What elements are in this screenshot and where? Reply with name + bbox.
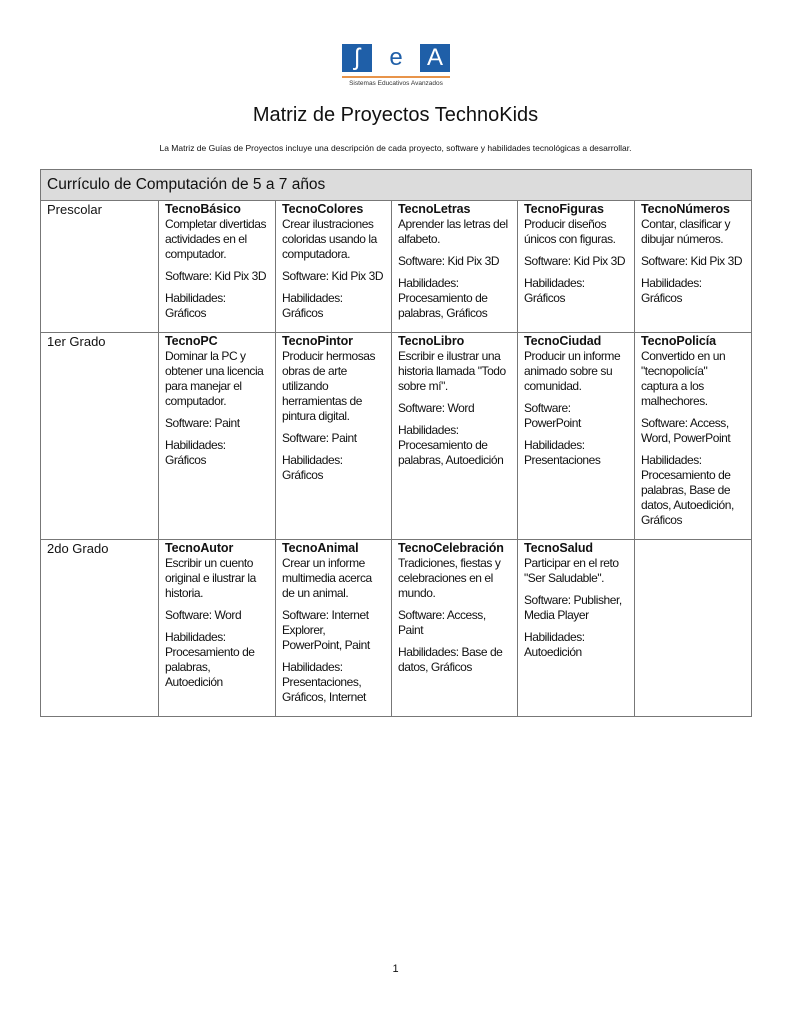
logo-tagline: Sistemas Educativos Avanzados [349,80,443,87]
project-description: Dominar la PC y obtener una licencia para manejar el computador. [165,349,264,408]
project-description: Producir un informe animado sobre su comunidad. [524,349,621,393]
project-skills: Habilidades: Procesamiento de palabras, Base de datos, Autoedición, Gráficos [641,453,734,527]
project-software: Software: Publisher, Media Player [524,593,622,622]
logo-letter-a: A [420,44,450,72]
table-row [41,201,752,333]
project-cell [392,201,518,333]
project-skills: Habilidades: Gráficos [641,276,702,305]
project-software: Software: PowerPoint [524,401,581,430]
project-cell [518,201,635,333]
project-cell [635,333,752,540]
project-cell [518,540,635,717]
project-software: Software: Kid Pix 3D [641,254,743,268]
project-skills: Habilidades: Procesamiento de palabras, Autoedición [398,423,504,467]
project-description: Producir diseños únicos con figuras. [524,217,616,246]
curriculum-header: Currículo de Computación de 5 a 7 años [41,170,752,201]
project-skills: Habilidades: Base de datos, Gráficos [398,645,503,674]
logo-letter-s: ʃ [342,44,372,72]
project-software: Software: Access, Word, PowerPoint [641,416,731,445]
project-cell [276,201,392,333]
project-cell [159,333,276,540]
project-software: Software: Access, Paint [398,608,486,637]
project-title: TecnoNúmeros [641,202,730,216]
project-title: TecnoBásico [165,202,241,216]
project-description: Crear ilustraciones coloridas usando la computadora. [282,217,377,261]
project-skills: Habilidades: Autoedición [524,630,585,659]
project-skills: Habilidades: Gráficos [282,291,343,320]
project-description: Tradiciones, fiestas y celebraciones en el mundo. [398,556,501,600]
project-software: Software: Kid Pix 3D [165,269,267,283]
project-software: Software: Kid Pix 3D [282,269,384,283]
project-title: TecnoAutor [165,541,234,555]
project-description: Crear un informe multimedia acerca de un animal. [282,556,372,600]
project-description: Escribir e ilustrar una historia llamada "Todo sobre mí". [398,349,506,393]
intro-text: La Matriz de Guías de Proyectos incluye una descripción de cada proyecto, software y habilidades tecnológicas a desarrollar. [159,143,632,153]
grade-label: Prescolar [41,201,159,333]
project-software: Software: Paint [282,431,357,445]
project-cell [518,333,635,540]
project-description: Aprender las letras del alfabeto. [398,217,508,246]
project-description: Participar en el reto "Ser Saludable". [524,556,619,585]
project-title: TecnoFiguras [524,202,604,216]
project-skills: Habilidades: Gráficos [165,438,226,467]
table-row [41,333,752,540]
page-number: 1 [392,963,399,975]
project-skills: Habilidades: Gráficos [282,453,343,482]
project-title: TecnoLibro [398,334,465,348]
project-software: Software: Word [165,608,242,622]
project-software: Software: Kid Pix 3D [524,254,626,268]
page-title: Matriz de Proyectos TechnoKids [252,104,539,126]
project-skills: Habilidades: Gráficos [165,291,226,320]
project-title: TecnoSalud [524,541,593,555]
project-title: TecnoCelebración [398,541,504,555]
logo-letter-e: e [389,44,403,71]
table-header-row [41,170,752,201]
project-software: Software: Word [398,401,475,415]
project-software: Software: Kid Pix 3D [398,254,500,268]
project-title: TecnoAnimal [282,541,359,555]
project-title: TecnoColores [282,202,364,216]
project-title: TecnoLetras [398,202,471,216]
project-software: Software: Internet Explorer, PowerPoint, Paint [282,608,370,652]
project-software: Software: Paint [165,416,240,430]
project-title: TecnoPC [165,334,218,348]
table-row [41,540,752,717]
project-description: Escribir un cuento original e ilustrar la historia. [165,556,256,600]
project-cell [635,540,752,717]
project-cell [276,540,392,717]
project-cell [159,540,276,717]
grade-label: 1er Grado [41,333,159,540]
grade-label: 2do Grado [41,540,159,717]
project-skills: Habilidades: Procesamiento de palabras, Autoedición [165,630,255,689]
project-cell [276,333,392,540]
project-skills: Habilidades: Presentaciones [524,438,601,467]
project-cell [159,201,276,333]
project-skills: Habilidades: Presentaciones, Gráficos, Internet [282,660,366,704]
project-cell [392,540,518,717]
project-title: TecnoPolicía [641,334,716,348]
project-cell [392,333,518,540]
project-cell [635,201,752,333]
sea-logo [342,44,450,87]
project-title: TecnoCiudad [524,334,602,348]
logo-divider [342,76,450,78]
project-description: Producir hermosas obras de arte utilizando herramientas de pintura digital. [282,349,376,423]
project-description: Completar divertidas actividades en el computador. [165,217,267,261]
projects-matrix-table [40,169,752,717]
project-description: Contar, clasificar y dibujar números. [641,217,731,246]
project-description: Convertido en un "tecnopolicía" captura a los malhechores. [641,349,726,408]
project-title: TecnoPintor [282,334,353,348]
project-skills: Habilidades: Procesamiento de palabras, Gráficos [398,276,488,320]
project-skills: Habilidades: Gráficos [524,276,585,305]
